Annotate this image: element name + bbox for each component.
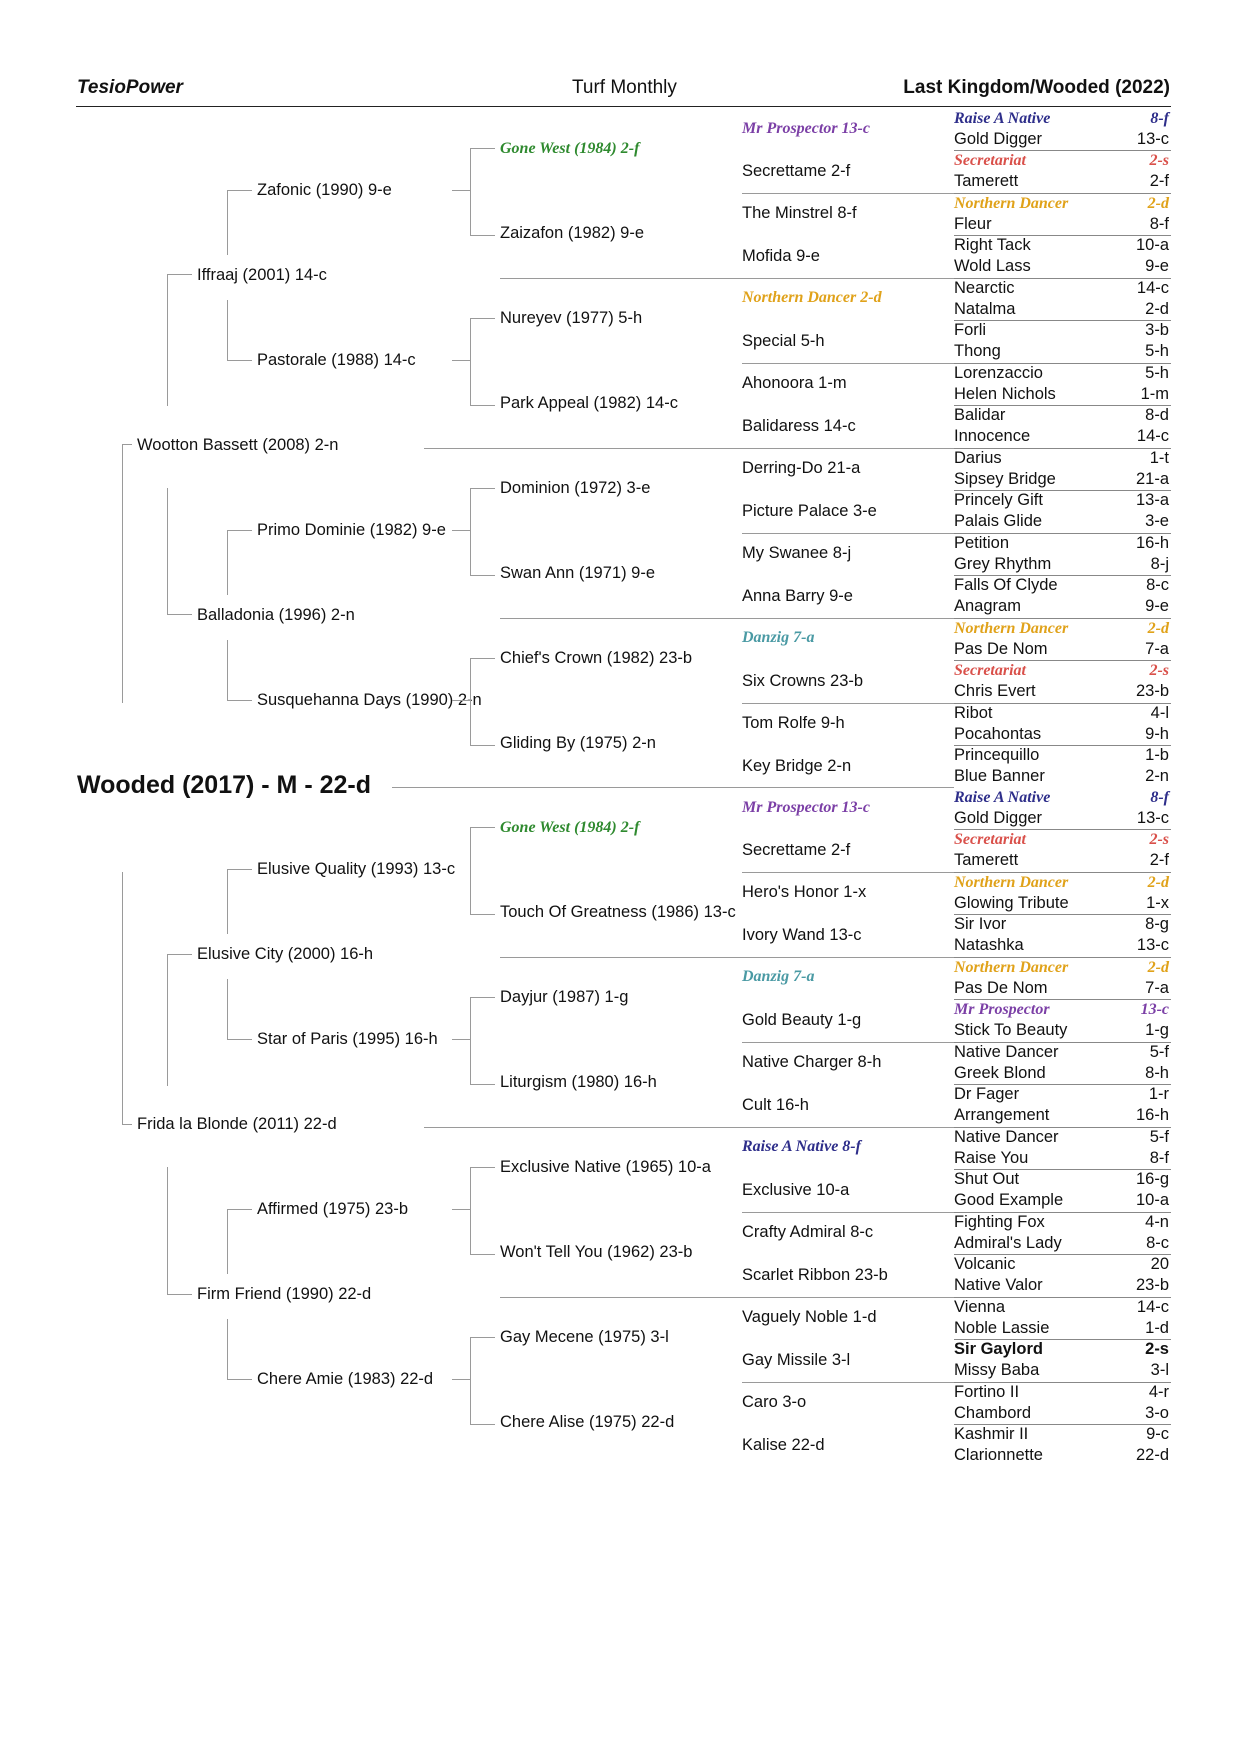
dam-g6-row: Missy Baba 3-l [954,1361,1169,1379]
row-separator [954,999,1171,1000]
g3-separator [424,1127,954,1128]
sire-g6-row: Secretariat 2-s [954,662,1169,679]
bracket [227,360,252,361]
dam-g5-9: Raise A Native 8-f [742,1138,861,1155]
bracket [470,1337,471,1424]
sire-g5-11: My Swanee 8-j [742,544,852,562]
dam-g6-row: Kashmir II 9-c [954,1425,1169,1443]
row-separator [954,193,1171,194]
dam-g5-12: Scarlet Ribbon 23-b [742,1266,888,1284]
bracket [452,530,470,531]
row-separator [954,490,1171,491]
bracket [470,488,471,575]
bracket [227,530,228,595]
sire-g6-row: Palais Glide 3-e [954,512,1169,530]
sire-g3-3: Primo Dominie (1982) 9-e [257,521,446,539]
bracket [227,640,228,700]
sire-g4-2: Zaizafon (1982) 9-e [500,224,644,242]
bracket [167,1294,192,1295]
sire-g5-9: Derring-Do 21-a [742,459,861,477]
bracket [227,1039,252,1040]
bracket [470,1424,495,1425]
sire-g6-row: Forli 3-b [954,321,1169,339]
bracket [470,1167,471,1254]
sire-g6-row: Helen Nichols 1-m [954,385,1169,403]
sire-g6-row: Secretariat 2-s [954,152,1169,169]
bracket [227,700,252,701]
sire-g6-row: Blue Banner 2-n [954,767,1169,785]
dam-g5-11: Crafty Admiral 8-c [742,1223,874,1241]
dam-g6-row: Volcanic 20 [954,1255,1169,1273]
sire-g6-row: Gold Digger 13-c [954,130,1169,148]
bracket [227,869,228,934]
bracket [227,979,228,1039]
bracket [470,235,495,236]
bracket [470,1337,495,1338]
dam-g5-13: Vaguely Noble 1-d [742,1308,877,1326]
bracket [470,745,495,746]
sire-g4-5: Dominion (1972) 3-e [500,479,651,497]
dam-g6-row: Fortino II 4-r [954,1383,1169,1401]
sire: Wootton Bassett (2008) 2-n [137,436,339,454]
sire-g4-8: Gliding By (1975) 2-n [500,734,656,752]
dam: Frida la Blonde (2011) 22-d [137,1115,337,1133]
bracket [227,1209,228,1274]
sire-g6-row: Darius 1-t [954,449,1169,467]
row-separator [954,703,1171,704]
sire-g3-2: Pastorale (1988) 14-c [257,351,416,369]
sire-g6-row: Northern Dancer 2-d [954,620,1169,637]
bracket [452,360,470,361]
dam-g6-row: Stick To Beauty 1-g [954,1021,1169,1039]
bracket [470,997,495,998]
row-separator [954,235,1171,236]
bracket [452,700,470,701]
g5-separator [742,363,954,364]
row-separator [954,363,1171,364]
sire-g6-row: Balidar 8-d [954,406,1169,424]
dam-g6-row: Greek Blond 8-h [954,1064,1169,1082]
bracket [167,274,192,275]
sire-g5-13: Danzig 7-a [742,629,815,646]
sire-g2-2: Balladonia (1996) 2-n [197,606,355,624]
sire-g6-row: Princely Gift 13-a [954,491,1169,509]
bracket [167,488,168,615]
bracket [227,530,252,531]
dam-g6-row: Vienna 14-c [954,1298,1169,1316]
dam-g5-15: Caro 3-o [742,1393,807,1411]
row-separator [954,1042,1171,1043]
dam-g3-3: Affirmed (1975) 23-b [257,1200,409,1218]
bracket [452,1039,470,1040]
bracket [470,997,471,1084]
g4-separator [500,278,954,279]
dam-g4-2: Touch Of Greatness (1986) 13-c [500,903,736,921]
bracket [122,1124,132,1125]
bracket [470,148,471,235]
sire-g6-row: Raise A Native 8-f [954,110,1169,127]
bracket [167,1167,168,1294]
row-separator [954,1212,1171,1213]
row-separator [954,575,1171,576]
sire-g6-row: Tamerett 2-f [954,172,1169,190]
dam-g6-row: Gold Digger 13-c [954,809,1169,827]
sire-g4-1: Gone West (1984) 2-f [500,140,640,157]
sire-g5-3: The Minstrel 8-f [742,204,857,222]
sire-g5-2: Secrettame 2-f [742,162,851,180]
g4-separator [500,618,954,619]
bracket [227,1379,252,1380]
dam-g3-4: Chere Amie (1983) 22-d [257,1370,434,1388]
sire-g5-15: Tom Rolfe 9-h [742,714,845,732]
dam-g6-row: Noble Lassie 1-d [954,1319,1169,1337]
row-separator [954,1297,1171,1298]
bracket [227,300,228,360]
sire-g6-row: Lorenzaccio 5-h [954,364,1169,382]
bracket [167,614,192,615]
sire-g6-row: Petition 16-h [954,534,1169,552]
sire-g6-row: Pocahontas 9-h [954,725,1169,743]
row-separator [954,957,1171,958]
dam-g2-2: Firm Friend (1990) 22-d [197,1285,372,1303]
dam-g5-14: Gay Missile 3-l [742,1351,851,1369]
bracket [470,405,495,406]
sire-g3-4: Susquehanna Days (1990) 2-n [257,691,482,709]
dam-g5-3: Hero's Honor 1-x [742,883,867,901]
row-separator [954,1254,1171,1255]
g3-separator [424,448,954,449]
sire-g5-7: Ahonoora 1-m [742,374,847,392]
dam-g6-row: Clarionnette 22-d [954,1446,1169,1464]
sire-g5-5: Northern Dancer 2-d [742,289,882,306]
dam-g5-1: Mr Prospector 13-c [742,799,870,816]
dam-g6-row: Raise You 8-f [954,1149,1169,1167]
g4-separator [500,1297,954,1298]
dam-g6-row: Raise A Native 8-f [954,789,1169,806]
header-rule [76,106,1171,107]
dam-g6-row: Pas De Nom 7-a [954,979,1169,997]
sire-g5-16: Key Bridge 2-n [742,757,852,775]
dam-g6-row: Sir Gaylord 2-s [954,1340,1169,1358]
bracket [470,575,495,576]
sire-g6-row: Grey Rhythm 8-j [954,555,1169,573]
dam-g6-row: Admiral's Lady 8-c [954,1234,1169,1252]
dam-g6-row: Native Dancer 5-f [954,1128,1169,1146]
dam-g5-7: Native Charger 8-h [742,1053,882,1071]
row-separator [954,1084,1171,1085]
dam-g6-row: Glowing Tribute 1-x [954,894,1169,912]
sire-g5-4: Mofida 9-e [742,247,820,265]
row-separator [954,660,1171,661]
g5-separator [742,193,954,194]
row-separator [954,914,1171,915]
g5-separator [742,1042,954,1043]
dam-g5-8: Cult 16-h [742,1096,809,1114]
dam-g6-row: Sir Ivor 8-g [954,915,1169,933]
bracket [122,444,123,703]
subject-horse: Wooded (2017) - M - 22-d [77,771,372,799]
dam-g5-6: Gold Beauty 1-g [742,1011,862,1029]
dam-g5-2: Secrettame 2-f [742,841,851,859]
sire-g6-row: Innocence 14-c [954,427,1169,445]
dam-g4-7: Gay Mecene (1975) 3-l [500,1328,669,1346]
bracket [167,274,168,406]
row-separator [954,872,1171,873]
dam-g4-4: Liturgism (1980) 16-h [500,1073,657,1091]
g5-separator [742,872,954,873]
sire-g6-row: Falls Of Clyde 8-c [954,576,1169,594]
dam-g6-row: Chambord 3-o [954,1404,1169,1422]
bracket [470,318,495,319]
sire-g6-row: Ribot 4-l [954,704,1169,722]
sire-g6-row: Anagram 9-e [954,597,1169,615]
bracket [452,190,470,191]
sire-g5-6: Special 5-h [742,332,825,350]
sire-g6-row: Fleur 8-f [954,215,1169,233]
bracket [470,914,495,915]
bracket [470,1167,495,1168]
sire-g6-row: Sipsey Bridge 21-a [954,470,1169,488]
sire-g5-1: Mr Prospector 13-c [742,120,870,137]
row-separator [954,320,1171,321]
g4-separator [500,957,954,958]
sire-g6-row: Right Tack 10-a [954,236,1169,254]
sire-g6-row: Nearctic 14-c [954,279,1169,297]
sire-g6-row: Northern Dancer 2-d [954,195,1169,212]
g5-separator [742,1212,954,1213]
row-separator [954,405,1171,406]
sire-g4-7: Chief's Crown (1982) 23-b [500,649,693,667]
bracket [167,954,168,1086]
sire-g5-8: Balidaress 14-c [742,417,856,435]
bracket [470,488,495,489]
sire-g6-row: Princequillo 1-b [954,746,1169,764]
row-separator [954,745,1171,746]
g5-separator [742,533,954,534]
bracket [122,872,123,1124]
row-separator [954,829,1171,830]
dam-g6-row: Arrangement 16-h [954,1106,1169,1124]
row-separator [954,150,1171,151]
bracket [470,827,495,828]
dam-g4-8: Chere Alise (1975) 22-d [500,1413,675,1431]
row-separator [954,1169,1171,1170]
row-separator [954,448,1171,449]
bracket [470,658,471,745]
sire-g6-row: Wold Lass 9-e [954,257,1169,275]
dam-g6-row: Native Valor 23-b [954,1276,1169,1294]
dam-g4-5: Exclusive Native (1965) 10-a [500,1158,711,1176]
dam-g6-row: Shut Out 16-g [954,1170,1169,1188]
bracket [470,658,495,659]
row-separator [954,618,1171,619]
dam-g4-3: Dayjur (1987) 1-g [500,988,629,1006]
dam-g5-16: Kalise 22-d [742,1436,825,1454]
bracket [227,869,252,870]
dam-g3-1: Elusive Quality (1993) 13-c [257,860,456,878]
dam-g2-1: Elusive City (2000) 16-h [197,945,374,963]
sire-g6-row: Natalma 2-d [954,300,1169,318]
row-separator [954,533,1171,534]
dam-g5-10: Exclusive 10-a [742,1181,850,1199]
row-separator [954,278,1171,279]
bracket [470,148,495,149]
dam-g6-row: Northern Dancer 2-d [954,874,1169,891]
g5-separator [742,703,954,704]
brand-name: TesioPower [77,77,183,98]
publication-name: Turf Monthly [572,77,677,98]
dam-g6-row: Native Dancer 5-f [954,1043,1169,1061]
sire-g6-row: Chris Evert 23-b [954,682,1169,700]
dam-g4-1: Gone West (1984) 2-f [500,819,640,836]
dam-g5-4: Ivory Wand 13-c [742,926,862,944]
bracket [227,190,252,191]
dam-g3-2: Star of Paris (1995) 16-h [257,1030,438,1048]
bracket [470,1254,495,1255]
bracket [452,1209,470,1210]
dam-g6-row: Dr Fager 1-r [954,1085,1169,1103]
dam-g4-6: Won't Tell You (1962) 23-b [500,1243,693,1261]
dam-g6-row: Secretariat 2-s [954,831,1169,848]
sire-g4-6: Swan Ann (1971) 9-e [500,564,656,582]
bracket [470,318,471,405]
sire-g4-3: Nureyev (1977) 5-h [500,309,643,327]
row-separator [954,1424,1171,1425]
dam-g6-row: Good Example 10-a [954,1191,1169,1209]
row-separator [954,1382,1171,1383]
bracket [122,444,132,445]
dam-g5-5: Danzig 7-a [742,968,815,985]
bracket [452,1379,470,1380]
bracket [167,954,192,955]
row-separator [954,1339,1171,1340]
bracket [227,190,228,255]
sire-g3-1: Zafonic (1990) 9-e [257,181,392,199]
row-separator [954,1127,1171,1128]
sire-g2-1: Iffraaj (2001) 14-c [197,266,327,284]
sire-g5-14: Six Crowns 23-b [742,672,864,690]
dam-g6-row: Northern Dancer 2-d [954,959,1169,976]
bracket [227,1319,228,1379]
document-title: Last Kingdom/Wooded (2022) [903,77,1170,98]
g5-separator [742,1382,954,1383]
bracket [470,827,471,914]
bracket [470,1084,495,1085]
bracket [227,1209,252,1210]
sire-g6-row: Pas De Nom 7-a [954,640,1169,658]
subject-separator [392,787,954,788]
dam-g6-row: Tamerett 2-f [954,851,1169,869]
sire-g5-12: Anna Barry 9-e [742,587,853,605]
dam-g6-row: Natashka 13-c [954,936,1169,954]
sire-g4-4: Park Appeal (1982) 14-c [500,394,678,412]
sire-g6-row: Thong 5-h [954,342,1169,360]
sire-g5-10: Picture Palace 3-e [742,502,877,520]
dam-g6-row: Fighting Fox 4-n [954,1213,1169,1231]
dam-g6-row: Mr Prospector 13-c [954,1001,1169,1018]
